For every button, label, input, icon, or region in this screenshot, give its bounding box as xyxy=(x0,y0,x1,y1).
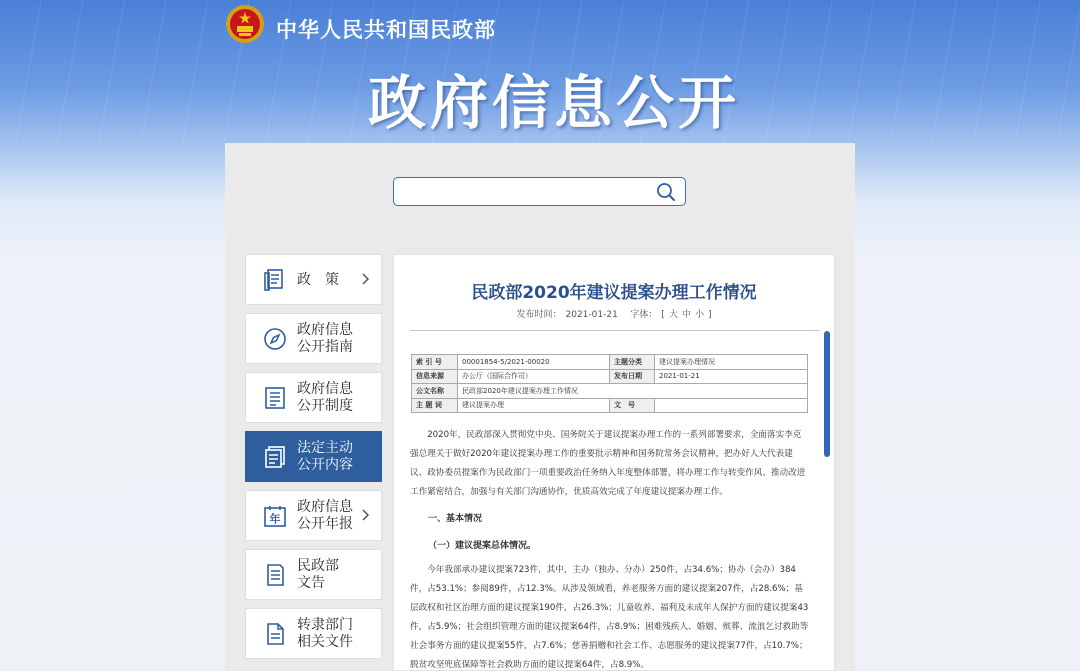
doc-no-label: 文 号 xyxy=(610,398,655,413)
sidebar-item-label: 公开指南 xyxy=(297,339,353,355)
date-value: 2021-01-21 xyxy=(655,369,808,384)
sidebar-item-label: 政府信息 xyxy=(297,322,353,338)
font-bracket-open: [ xyxy=(661,310,665,320)
document-icon xyxy=(263,445,287,469)
file-icon xyxy=(263,622,287,646)
doc-name-label: 公文名称 xyxy=(412,384,458,399)
sidebar-item-label: 公开年报 xyxy=(297,516,353,532)
article-card xyxy=(393,254,835,671)
stats-paragraph: 今年我部承办建议提案723件，其中，主办（独办、分办）250件，占34.6%；协办（会办）384件，占53.1%；参阅89件，占12.3%。从涉及领域看，养老服务方面的建议提案207件，占28.6%；基层政权和社区治理方面的建议提案190件，占26.3%；儿童收养、福利及未成年人保护方面的建议提案43件，占5.9%；社会组织管理方面的建议提案64件，占8.9%；困难残疾人、婚姻、殡葬、流浪乞讨救助等社会事务方面的建议提案55件，占7.6%；慈善捐赠和社会工作、志愿服务的建议提案77件，占10.7%；脱贫攻坚兜底保障等社会救助方面的建议提案64件，占8.9%。 xyxy=(410,565,809,670)
publish-date: 2021-01-21 xyxy=(565,310,618,320)
intro-paragraph: 2020年，民政部深入贯彻党中央、国务院关于建议提案办理工作的一系列部署要求，全面落实李克强总理关于做好2020年建议提案办理工作的重要批示精神和国务院常务会议精神，把办好人大代表建议、政协委员提案作为民政部门一项重要政治任务纳入年度整体部署，将办理工作与转变作风、推动改进工作紧密结合，加强与有关部门沟通协作，优质高效完成了年度建议提案办理工作。 xyxy=(410,430,806,497)
index-value: 00001854-5/2021-00020 xyxy=(458,355,610,370)
compass-icon xyxy=(263,327,287,351)
sidebar-item-annual-report[interactable] xyxy=(245,490,382,541)
sidebar-item-label: 转隶部门 xyxy=(297,617,353,633)
portal-title: 政府信息公开 xyxy=(368,69,741,137)
sidebar-item-label: 政 策 xyxy=(297,272,339,288)
sidebar-item-ministry-notices[interactable] xyxy=(245,549,382,600)
list-icon xyxy=(263,386,287,410)
chevron-right-icon xyxy=(360,508,370,522)
subsection-heading: （一）建议提案总体情况。 xyxy=(428,541,537,551)
section-heading: 一、基本情况 xyxy=(428,514,483,524)
search-input[interactable] xyxy=(400,182,645,202)
ministry-name[interactable]: 中华人民共和国民政部 xyxy=(276,18,496,42)
scrollbar-thumb[interactable] xyxy=(824,331,830,457)
source-label: 信息来源 xyxy=(412,369,458,384)
sidebar-item-policy[interactable] xyxy=(245,254,382,305)
document-meta-table xyxy=(411,354,808,413)
keyword-value: 建议提案办理 xyxy=(458,398,610,413)
doc-no-value xyxy=(655,398,808,413)
search-icon[interactable] xyxy=(656,182,676,202)
sidebar-item-label: 法定主动 xyxy=(297,440,353,456)
article-title: 民政部2020年建议提案办理工作情况 xyxy=(471,283,757,303)
notice-icon xyxy=(263,563,287,587)
article-meta xyxy=(394,307,834,320)
sidebar-item-label: 政府信息 xyxy=(297,499,353,515)
chevron-right-icon xyxy=(360,272,370,286)
font-bracket-close: ] xyxy=(707,310,712,320)
sidebar-item-statutory-content[interactable] xyxy=(245,431,382,482)
publish-label: 发布时间： xyxy=(516,310,562,320)
sidebar-item-label: 相关文件 xyxy=(297,634,353,650)
date-label: 发布日期 xyxy=(610,369,655,384)
category-value: 建议提案办理情况 xyxy=(655,355,808,370)
category-label: 主题分类 xyxy=(610,355,655,370)
index-label: 索 引 号 xyxy=(412,355,458,370)
font-large-link[interactable]: 大 xyxy=(668,310,678,320)
font-small-link[interactable]: 小 xyxy=(694,310,704,320)
sidebar-item-label: 民政部 xyxy=(297,558,339,574)
font-size-label: 字体： xyxy=(630,310,658,320)
keyword-label: 主 题 词 xyxy=(412,398,458,413)
font-medium-link[interactable]: 中 xyxy=(681,310,691,320)
national-emblem-icon xyxy=(225,4,265,44)
policy-icon xyxy=(263,268,287,292)
calendar-year-icon-text: 年 xyxy=(269,512,281,526)
sidebar-item-transferred-docs[interactable] xyxy=(245,608,382,659)
search-box[interactable] xyxy=(393,177,686,206)
source-value: 办公厅（国际合作司） xyxy=(458,369,610,384)
sidebar-item-label: 文告 xyxy=(297,575,325,591)
sidebar-item-label: 公开内容 xyxy=(297,457,353,473)
sidebar-item-disclosure-system[interactable] xyxy=(245,372,382,423)
sidebar-item-label: 政府信息 xyxy=(297,381,353,397)
calendar-year-icon xyxy=(263,504,287,528)
sidebar-item-disclosure-guide[interactable] xyxy=(245,313,382,364)
title-divider xyxy=(410,330,820,331)
sidebar-item-label: 公开制度 xyxy=(297,398,353,414)
doc-name-value: 民政部2020年建议提案办理工作情况 xyxy=(458,384,808,399)
